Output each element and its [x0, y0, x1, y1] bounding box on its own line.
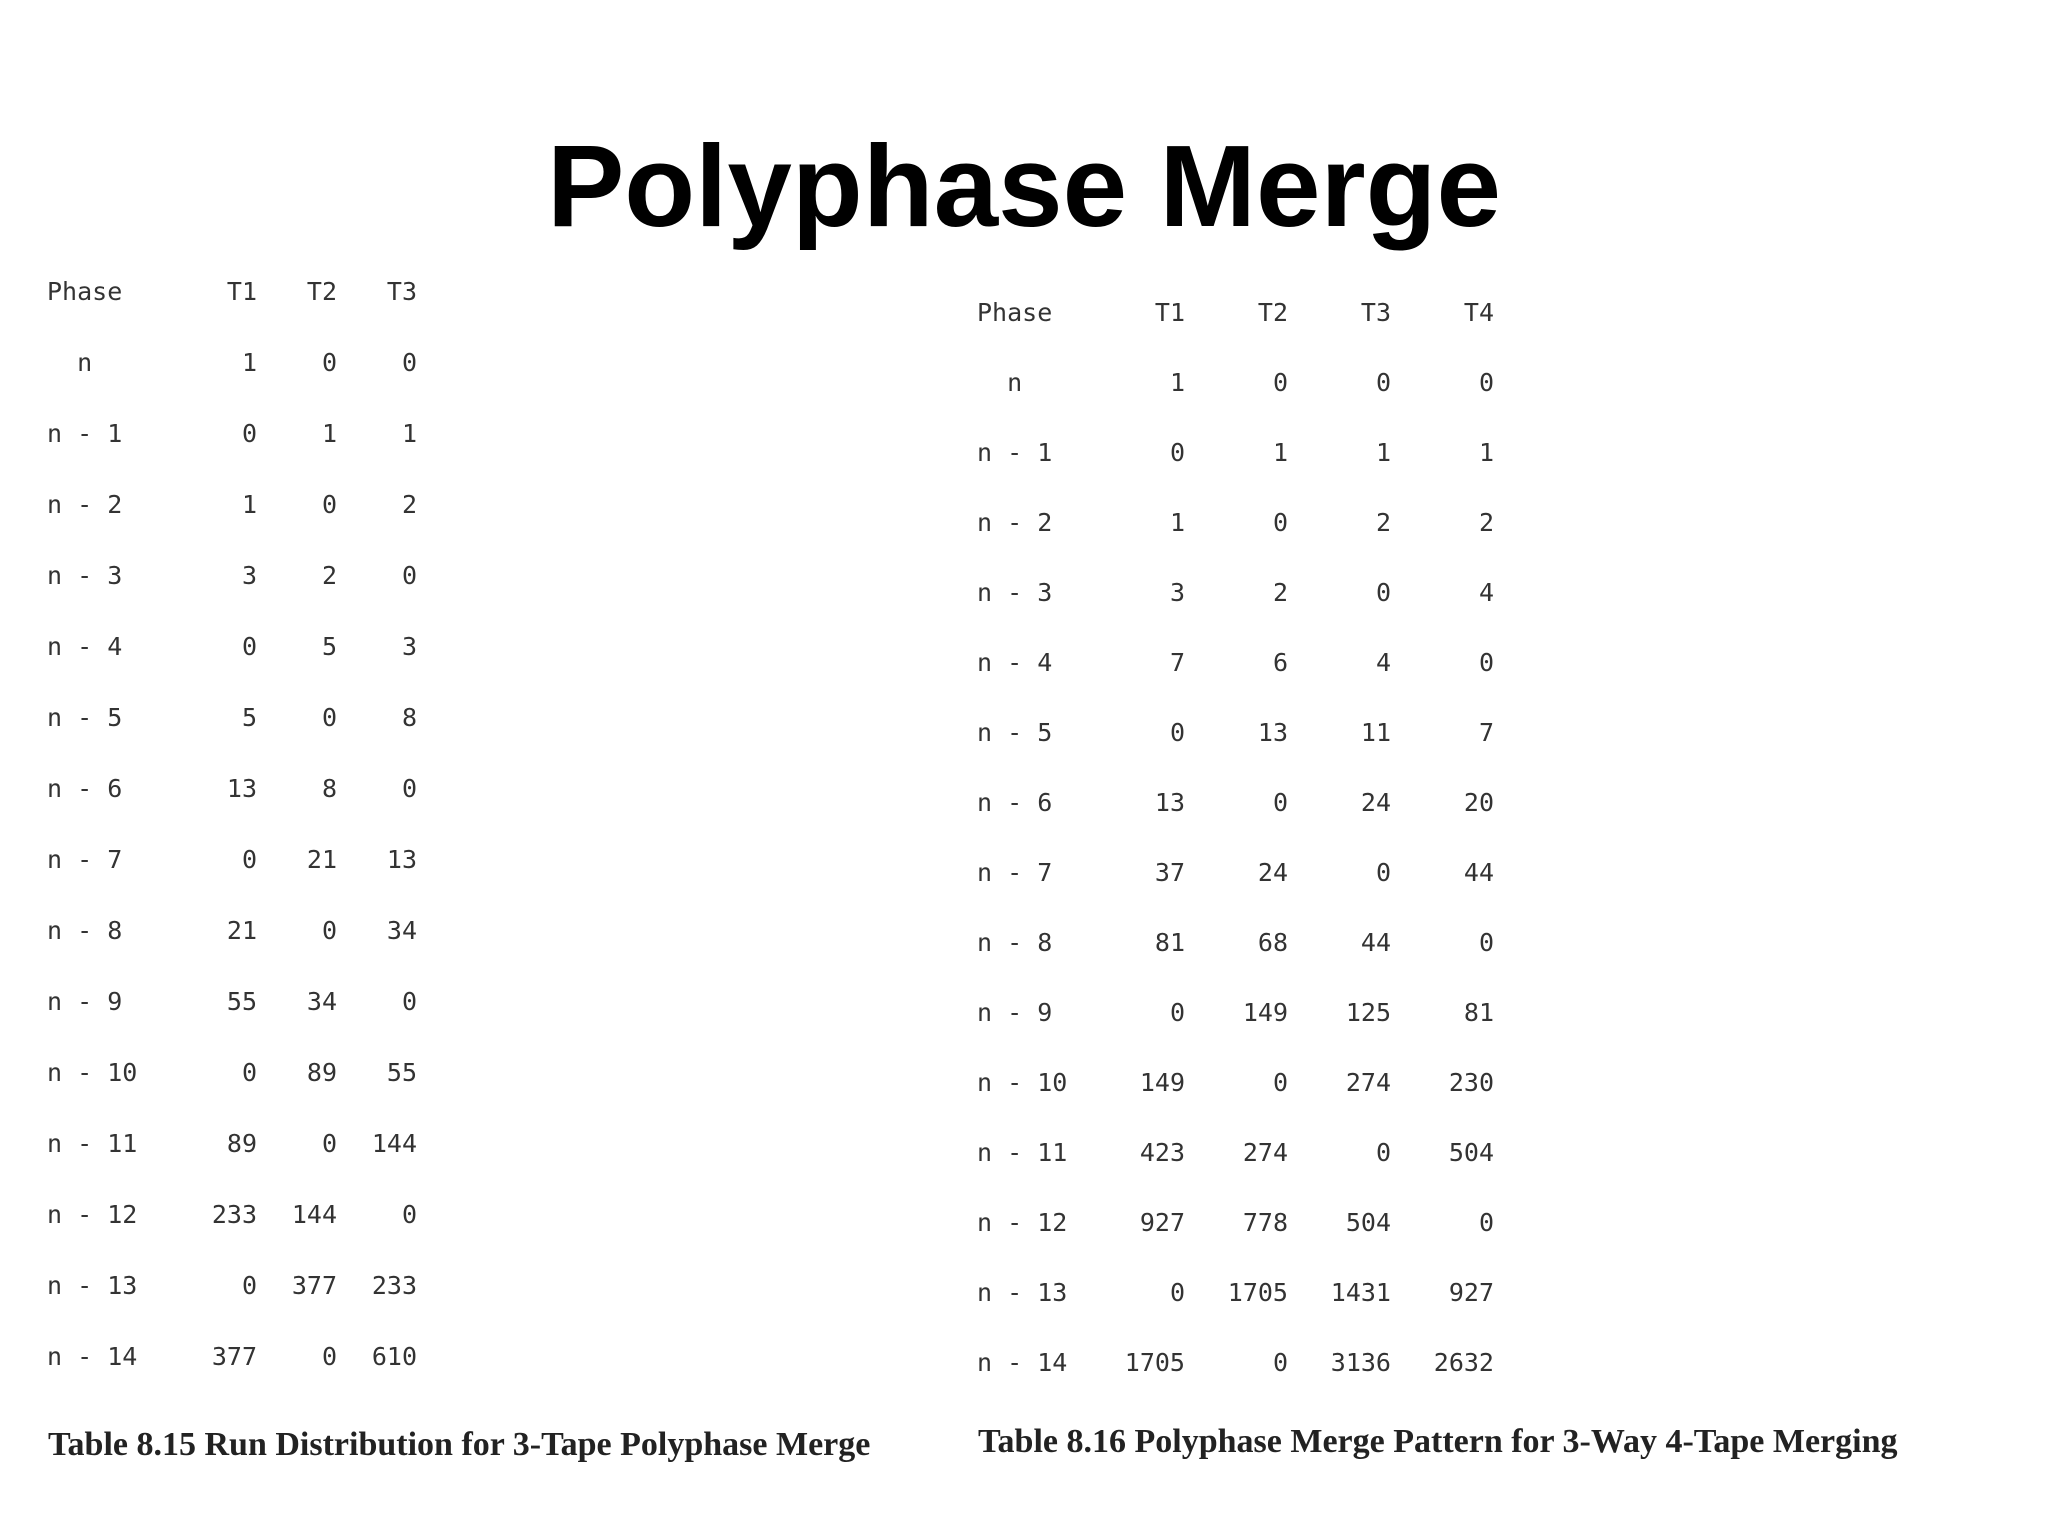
value-cell: 44 [1463, 857, 1494, 887]
value-cell: 230 [1448, 1067, 1494, 1097]
value-cell: 55 [386, 1058, 417, 1087]
value-cell: T4 [1463, 297, 1494, 327]
phase-cell: n - 11 [47, 1129, 138, 1158]
value-cell: 274 [1242, 1137, 1288, 1167]
value-cell: 4 [1375, 647, 1391, 677]
phase-cell: n - 8 [47, 916, 123, 945]
table-header-row [47, 256, 417, 327]
value-cell: 8 [321, 774, 337, 803]
phase-cell: n - 5 [47, 703, 123, 732]
phase-cell: n - 12 [47, 1200, 138, 1229]
table-row [977, 1187, 1494, 1257]
value-cell: 0 [401, 348, 417, 377]
value-cell: 233 [211, 1200, 257, 1229]
table-row [47, 1321, 417, 1392]
table-row [977, 1117, 1494, 1187]
value-cell: 13 [226, 774, 257, 803]
value-cell: 3 [401, 632, 417, 661]
value-cell: 125 [1345, 997, 1391, 1027]
value-cell: 233 [371, 1271, 417, 1300]
value-cell: 927 [1448, 1277, 1494, 1307]
value-cell: 1705 [1124, 1347, 1185, 1377]
value-cell: 0 [1478, 927, 1494, 957]
table-row [47, 682, 417, 753]
value-cell: 5 [241, 703, 257, 732]
value-cell: 0 [321, 1342, 337, 1371]
value-cell: 13 [1154, 787, 1185, 817]
value-cell: 1 [1272, 437, 1288, 467]
phase-cell: n - 6 [47, 774, 123, 803]
table-row [47, 469, 417, 540]
value-cell: 0 [401, 1200, 417, 1229]
value-cell: 24 [1257, 857, 1288, 887]
table-row [977, 977, 1494, 1047]
phase-cell: n - 10 [977, 1067, 1068, 1097]
value-cell: 0 [241, 632, 257, 661]
table-row [977, 767, 1494, 837]
value-cell: 0 [1272, 507, 1288, 537]
value-cell: 504 [1448, 1137, 1494, 1167]
value-cell: 34 [306, 987, 337, 1016]
value-cell: 6 [1272, 647, 1288, 677]
table-row [977, 1047, 1494, 1117]
table-row [47, 824, 417, 895]
table-caption-merge-pattern: Table 8.16 Polyphase Merge Pattern for 3-Way 4-Tape Merging [978, 1423, 1898, 1460]
table-caption-run-distribution: Table 8.15 Run Distribution for 3-Tape Polyphase Merge [48, 1426, 871, 1463]
value-cell: 0 [401, 774, 417, 803]
phase-cell: n - 4 [47, 632, 123, 661]
value-cell: 7 [1478, 717, 1494, 747]
value-cell: 1 [1375, 437, 1391, 467]
phase-cell: Phase [47, 277, 123, 306]
phase-cell: n [47, 348, 93, 377]
value-cell: 2 [1272, 577, 1288, 607]
value-cell: 7 [1169, 647, 1185, 677]
phase-cell: n - 8 [977, 927, 1053, 957]
value-cell: T3 [386, 277, 417, 306]
phase-cell: n - 7 [977, 857, 1053, 887]
table-row [977, 1257, 1494, 1327]
value-cell: 55 [226, 987, 257, 1016]
value-cell: 0 [1169, 997, 1185, 1027]
value-cell: 423 [1139, 1137, 1185, 1167]
phase-cell: n - 7 [47, 845, 123, 874]
value-cell: 21 [306, 845, 337, 874]
phase-cell: n - 13 [977, 1277, 1068, 1307]
value-cell: 0 [1478, 647, 1494, 677]
value-cell: 0 [1375, 577, 1391, 607]
phase-cell: n - 2 [977, 507, 1053, 537]
value-cell: 89 [226, 1129, 257, 1158]
value-cell: 0 [241, 419, 257, 448]
value-cell: 377 [211, 1342, 257, 1371]
value-cell: 377 [291, 1271, 337, 1300]
value-cell: 0 [321, 916, 337, 945]
value-cell: 0 [1272, 1067, 1288, 1097]
table-row [47, 611, 417, 682]
value-cell: 0 [1478, 367, 1494, 397]
value-cell: 0 [321, 348, 337, 377]
value-cell: 13 [386, 845, 417, 874]
value-cell: T1 [1154, 297, 1185, 327]
value-cell: 2 [1478, 507, 1494, 537]
value-cell: 34 [386, 916, 417, 945]
value-cell: 1705 [1227, 1277, 1288, 1307]
value-cell: T2 [1257, 297, 1288, 327]
value-cell: 3 [241, 561, 257, 590]
table-header-row [977, 277, 1494, 347]
value-cell: 1 [1169, 507, 1185, 537]
value-cell: 778 [1242, 1207, 1288, 1237]
run-distribution-table-body [47, 256, 417, 1392]
value-cell: 927 [1139, 1207, 1185, 1237]
table-row [47, 398, 417, 469]
value-cell: 3136 [1330, 1347, 1391, 1377]
phase-cell: n - 4 [977, 647, 1053, 677]
page-title: Polyphase Merge [546, 121, 1502, 251]
value-cell: 0 [1375, 367, 1391, 397]
value-cell: 0 [1169, 437, 1185, 467]
table-row [47, 966, 417, 1037]
value-cell: 20 [1463, 787, 1494, 817]
table-row [977, 837, 1494, 907]
value-cell: 0 [1272, 1347, 1288, 1377]
value-cell: 44 [1360, 927, 1391, 957]
value-cell: 5 [321, 632, 337, 661]
table-row [977, 557, 1494, 627]
value-cell: 37 [1154, 857, 1185, 887]
phase-cell: n - 5 [977, 717, 1053, 747]
value-cell: 89 [306, 1058, 337, 1087]
value-cell: 0 [1169, 717, 1185, 747]
value-cell: 144 [291, 1200, 337, 1229]
value-cell: 0 [241, 845, 257, 874]
phase-cell: n - 12 [977, 1207, 1068, 1237]
value-cell: 0 [321, 1129, 337, 1158]
table-row [47, 1108, 417, 1179]
value-cell: 3 [1169, 577, 1185, 607]
value-cell: 24 [1360, 787, 1391, 817]
value-cell: 13 [1257, 717, 1288, 747]
value-cell: 1 [1478, 437, 1494, 467]
value-cell: 610 [371, 1342, 417, 1371]
value-cell: 21 [226, 916, 257, 945]
phase-cell: n - 14 [47, 1342, 138, 1371]
phase-cell: n - 3 [977, 577, 1053, 607]
merge-pattern-table [977, 277, 1494, 1397]
value-cell: 504 [1345, 1207, 1391, 1237]
value-cell: 0 [1272, 367, 1288, 397]
table-row [47, 1179, 417, 1250]
value-cell: 1 [241, 348, 257, 377]
value-cell: 1 [321, 419, 337, 448]
table-row [47, 753, 417, 824]
table-row [47, 895, 417, 966]
value-cell: 0 [241, 1058, 257, 1087]
phase-cell: n - 1 [977, 437, 1053, 467]
value-cell: 0 [1272, 787, 1288, 817]
phase-cell: n - 3 [47, 561, 123, 590]
value-cell: 1 [1169, 367, 1185, 397]
value-cell: 81 [1463, 997, 1494, 1027]
value-cell: 0 [1375, 857, 1391, 887]
value-cell: 0 [241, 1271, 257, 1300]
phase-cell: n - 11 [977, 1137, 1068, 1167]
table-row [47, 540, 417, 611]
table-row [47, 1250, 417, 1321]
table-row [977, 417, 1494, 487]
value-cell: T1 [226, 277, 257, 306]
table-row [47, 327, 417, 398]
table-row [977, 627, 1494, 697]
table-row [47, 1037, 417, 1108]
phase-cell: n - 6 [977, 787, 1053, 817]
value-cell: 2 [321, 561, 337, 590]
value-cell: 0 [401, 987, 417, 1016]
value-cell: 144 [371, 1129, 417, 1158]
phase-cell: n [977, 367, 1023, 397]
phase-cell: n - 14 [977, 1347, 1068, 1377]
phase-cell: n - 9 [47, 987, 123, 1016]
value-cell: 68 [1257, 927, 1288, 957]
value-cell: 1431 [1330, 1277, 1391, 1307]
value-cell: 149 [1139, 1067, 1185, 1097]
value-cell: 0 [321, 703, 337, 732]
phase-cell: n - 9 [977, 997, 1053, 1027]
value-cell: 2632 [1433, 1347, 1494, 1377]
table-row [977, 487, 1494, 557]
phase-cell: n - 10 [47, 1058, 138, 1087]
value-cell: 1 [401, 419, 417, 448]
value-cell: 2 [401, 490, 417, 519]
value-cell: T3 [1360, 297, 1391, 327]
value-cell: 0 [321, 490, 337, 519]
value-cell: 274 [1345, 1067, 1391, 1097]
value-cell: 2 [1375, 507, 1391, 537]
value-cell: 81 [1154, 927, 1185, 957]
table-row [977, 697, 1494, 767]
merge-pattern-table-body [977, 277, 1494, 1397]
value-cell: 0 [1375, 1137, 1391, 1167]
value-cell: 149 [1242, 997, 1288, 1027]
table-row [977, 347, 1494, 417]
value-cell: 11 [1360, 717, 1391, 747]
phase-cell: n - 2 [47, 490, 123, 519]
table-row [977, 1327, 1494, 1397]
run-distribution-table [47, 256, 417, 1392]
value-cell: 1 [241, 490, 257, 519]
value-cell: T2 [306, 277, 337, 306]
phase-cell: Phase [977, 297, 1053, 327]
value-cell: 0 [401, 561, 417, 590]
phase-cell: n - 1 [47, 419, 123, 448]
value-cell: 0 [1169, 1277, 1185, 1307]
table-row [977, 907, 1494, 977]
value-cell: 0 [1478, 1207, 1494, 1237]
value-cell: 4 [1478, 577, 1494, 607]
phase-cell: n - 13 [47, 1271, 138, 1300]
value-cell: 8 [401, 703, 417, 732]
